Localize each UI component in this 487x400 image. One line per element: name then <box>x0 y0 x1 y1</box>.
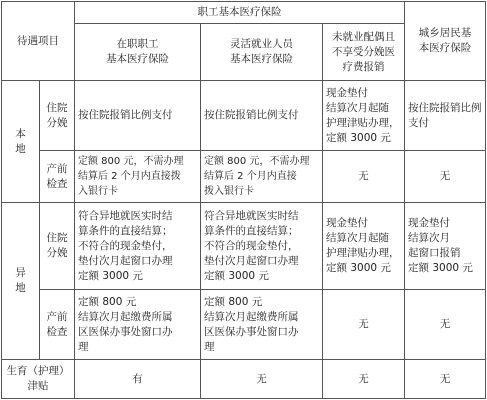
local-delivery-label-2: 分娩 <box>46 116 68 129</box>
header-employee-line-1: 在职职工 <box>116 38 159 50</box>
local-prenatal-spouse: 无 <box>323 151 405 203</box>
remote-prenatal-employee-1: 定额 800 元 <box>78 295 137 308</box>
remote-label-1: 异 <box>15 267 26 279</box>
remote-delivery-label-2: 分娩 <box>46 247 68 259</box>
remote-delivery-flexible-5: 定额 3000 元 <box>204 269 269 282</box>
remote-delivery-flexible-1: 符合异地就医实时结 <box>204 209 299 222</box>
header-employee-insurance-group: 职工基本医疗保险 <box>75 2 405 24</box>
remote-delivery-spouse-3: 护理津贴办理， <box>326 247 400 259</box>
local-prenatal-flexible <box>201 151 323 203</box>
header-spouse-line-1: 未就业配偶且 <box>332 30 395 43</box>
local-prenatal-employee-1: 定额 800 元，不需办理 <box>78 156 184 167</box>
allowance-flexible: 无 <box>201 360 323 399</box>
header-flexible-col <box>201 24 323 81</box>
local-delivery-spouse-2: 结算次月起随 <box>326 101 389 114</box>
local-label-1: 本 <box>15 127 26 140</box>
remote-delivery-resident-3: 起窗口报销 <box>408 247 461 259</box>
header-spouse-line-3: 疗费报销 <box>342 60 385 73</box>
local-delivery-spouse-4: 定额 3000 元 <box>326 131 391 144</box>
local-prenatal-flexible-3: 拨入银行卡 <box>204 186 254 197</box>
local-label-2: 地 <box>15 142 26 155</box>
remote-delivery-employee-1: 符合异地就医实时结 <box>78 209 173 222</box>
remote-prenatal-resident: 无 <box>405 290 486 360</box>
remote-prenatal-flexible-2: 结算次月起缴费所属 <box>204 310 299 323</box>
remote-delivery-spouse-2: 结算次月起随 <box>326 232 389 244</box>
local-delivery-flexible: 按住院报销比例支付 <box>201 81 323 151</box>
remote-delivery-resident-1: 现金垫付 <box>408 217 451 229</box>
remote-delivery-resident-2: 结算次月 <box>408 232 451 244</box>
remote-delivery-employee-2: 算条件的直接结算； <box>78 224 173 237</box>
local-delivery-resident: 按住院报销比例支付 <box>405 81 486 151</box>
allowance-resident: 无 <box>405 360 486 399</box>
local-prenatal-label-2: 检查 <box>46 177 68 190</box>
local-prenatal-employee-2: 结算后 2 个月内直接拨 <box>78 171 181 182</box>
header-resident-line-2: 本医疗保险 <box>418 42 472 54</box>
local-prenatal-flexible-2: 结算后 2 个月内直接 <box>204 171 297 182</box>
remote-delivery-flexible-4: 垫付次月起窗口办理 <box>204 254 299 267</box>
header-employee-col <box>75 24 201 81</box>
remote-delivery-employee-4: 垫付次月起窗口办理 <box>78 254 173 267</box>
local-prenatal-label-1: 产前 <box>46 162 68 175</box>
local-delivery-spouse <box>323 81 405 151</box>
remote-prenatal-flexible-3: 区医保办事处窗口办 <box>204 325 299 338</box>
remote-label-2: 地 <box>15 282 26 294</box>
remote-prenatal-employee-2: 结算次月起缴费所属 <box>78 310 173 323</box>
local-delivery-spouse-1: 现金垫付 <box>326 86 368 99</box>
remote-delivery-spouse-4: 定额 3000 元 <box>326 262 391 274</box>
header-resident-insurance <box>405 2 486 81</box>
allowance-spouse: 无 <box>323 360 405 399</box>
maternity-benefit-table <box>1 1 486 399</box>
header-flexible-line-1: 灵活就业人员 <box>230 38 293 50</box>
local-delivery-spouse-3: 护理津贴办理， <box>326 116 400 129</box>
remote-prenatal-spouse: 无 <box>323 290 405 360</box>
remote-prenatal-label-1: 产前 <box>46 310 68 323</box>
remote-prenatal-flexible-1: 定额 800 元 <box>204 295 263 308</box>
local-prenatal-employee-3: 入银行卡 <box>78 186 118 197</box>
remote-delivery-employee-5: 定额 3000 元 <box>78 269 143 282</box>
remote-delivery-employee <box>75 203 201 290</box>
remote-prenatal-flexible-4: 理 <box>204 340 215 353</box>
remote-delivery-label <box>40 203 75 290</box>
allowance-label-1: 生育（护理） <box>6 365 70 377</box>
remote-delivery-spouse <box>323 203 405 290</box>
remote-delivery-label-1: 住院 <box>46 232 68 244</box>
remote-prenatal-label <box>40 290 75 360</box>
local-delivery-employee: 按住院报销比例支付 <box>75 81 201 151</box>
local-prenatal-employee <box>75 151 201 203</box>
remote-prenatal-employee <box>75 290 201 360</box>
header-treatment-item: 待遇项目 <box>2 2 75 81</box>
remote-delivery-flexible-2: 算条件的直接结算； <box>204 224 299 237</box>
local-prenatal-label <box>40 151 75 203</box>
allowance-employee: 有 <box>75 360 201 399</box>
remote-delivery-spouse-1: 现金垫付 <box>326 217 368 229</box>
allowance-label-2: 津贴 <box>27 380 49 392</box>
remote-delivery-flexible-3: 不符合的现金垫付， <box>204 239 299 252</box>
remote-prenatal-employee-4: 理 <box>78 340 89 353</box>
allowance-label <box>2 360 75 399</box>
remote-prenatal-employee-3: 区医保办事处窗口办 <box>78 325 173 338</box>
row-group-local <box>2 81 40 203</box>
header-spouse-col <box>323 24 405 81</box>
local-prenatal-resident: 无 <box>405 151 486 203</box>
local-prenatal-flexible-1: 定额 800 元，不需办理 <box>204 156 310 167</box>
remote-delivery-resident <box>405 203 486 290</box>
remote-prenatal-flexible <box>201 290 323 360</box>
header-employee-line-2: 基本医疗保险 <box>106 53 169 65</box>
header-spouse-line-2: 不享受分娩医 <box>332 45 395 58</box>
header-resident-line-1: 城乡居民基 <box>418 27 472 39</box>
local-delivery-label <box>40 81 75 151</box>
remote-delivery-resident-4: 定额 3000 元 <box>408 262 473 274</box>
local-delivery-label-1: 住院 <box>46 101 68 114</box>
remote-delivery-flexible <box>201 203 323 290</box>
remote-delivery-employee-3: 不符合的现金垫付， <box>78 239 173 252</box>
header-flexible-line-2: 基本医疗保险 <box>230 53 293 65</box>
remote-prenatal-label-2: 检查 <box>46 325 68 338</box>
row-group-remote <box>2 203 40 360</box>
